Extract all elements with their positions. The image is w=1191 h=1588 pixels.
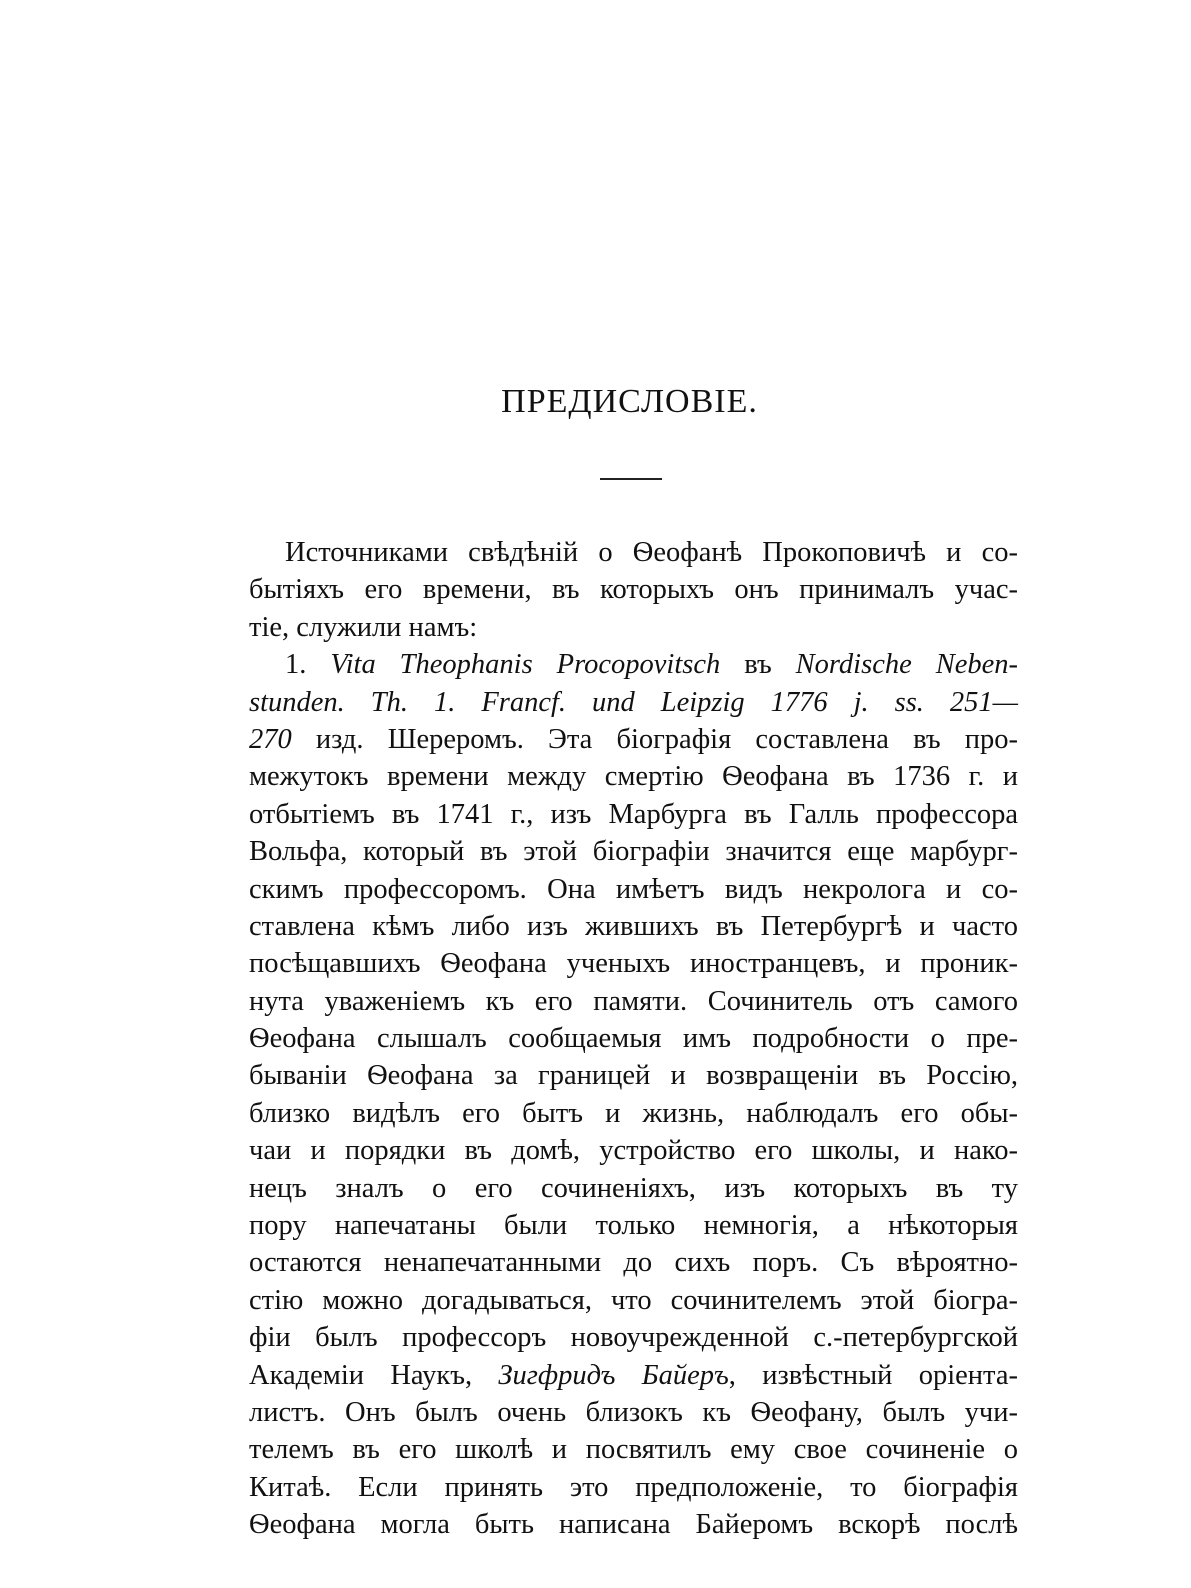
text-line: чаи и порядки въ домѣ, устройство его школы, и нако- (249, 1135, 1018, 1167)
text-line: стію можно догадываться, что сочинителемъ этой біогра- (249, 1284, 1018, 1316)
text-line: ставлена кѣмъ либо изъ жившихъ въ Петербургѣ и часто (249, 910, 1018, 942)
text-line: листъ. Онъ былъ очень близокъ къ Ѳеофану, былъ учи- (249, 1396, 1018, 1428)
text-line: телемъ въ его школѣ и посвятилъ ему свое сочиненіе о (249, 1434, 1018, 1466)
text-line (249, 646, 1018, 683)
text-line: межутокъ времени между смертію Ѳеофана въ 1736 г. и (249, 761, 1018, 793)
text-line: остаются ненапечатанными до сихъ поръ. Съ вѣроятно- (249, 1247, 1018, 1279)
italic-text: 270 (249, 723, 292, 755)
title-divider (600, 478, 662, 480)
text-line (249, 684, 1018, 721)
text-run: , извѣстный оріента- (728, 1359, 1018, 1391)
text-line: Ѳеофана слышалъ сообщаемыя имъ подробности о пре- (249, 1023, 1018, 1055)
text-run: Академіи Наукъ, (249, 1359, 499, 1391)
text-line: нута уваженіемъ къ его памяти. Сочинитель отъ самого (249, 985, 1018, 1017)
text-run: 1. (285, 649, 331, 681)
text-line: бываніи Ѳеофана за границей и возвращеніи въ Россію, (249, 1060, 1018, 1092)
text-line: Вольфа, который въ этой біографіи значится еще марбург- (249, 836, 1018, 868)
italic-text: Зигфридъ Байеръ (498, 1359, 729, 1391)
text-line: бытіяхъ его времени, въ которыхъ онъ принималъ учас- (249, 574, 1018, 606)
text-line: Китаѣ. Если принять это предположеніе, то біографія (249, 1471, 1018, 1503)
text-line: близко видѣлъ его бытъ и жизнь, наблюдалъ его обы- (249, 1097, 1018, 1129)
text-line: нецъ зналъ о его сочиненіяхъ, изъ которыхъ въ ту (249, 1172, 1018, 1204)
italic-text: Vita Theophanis Procopovitsch (330, 649, 721, 681)
text-line (249, 1357, 1018, 1394)
italic-text: Nordische Neben- (795, 649, 1019, 681)
text-run: изд. Шереромъ. Эта біографія составлена въ про- (291, 723, 1018, 755)
text-line: Источниками свѣдѣній о Ѳеофанѣ Прокоповичѣ и со- (285, 537, 1018, 568)
text-line: тіе, служили намъ: (249, 611, 478, 643)
body-text (249, 534, 1018, 1544)
text-run: въ (720, 649, 796, 681)
italic-text: stunden. Th. 1. Francf. und Leipzig 1776 j. ss. 251— (249, 686, 1018, 718)
text-line: пору напечатаны были только немногія, а нѣкоторыя (249, 1210, 1018, 1242)
text-line (249, 721, 1018, 758)
text-line: отбытіемъ въ 1741 г., изъ Марбурга въ Галль профессора (249, 798, 1018, 830)
page-title: ПРЕДИСЛОВІЕ. (501, 383, 758, 420)
text-line: фіи былъ профессоръ новоучрежденной с.-петербургской (249, 1322, 1018, 1354)
text-line: Ѳеофана могла быть написана Байеромъ вскорѣ послѣ (249, 1509, 1018, 1541)
text-line: скимъ профессоромъ. Она имѣетъ видъ некролога и со- (249, 873, 1018, 905)
text-line: посѣщавшихъ Ѳеофана ученыхъ иностранцевъ, и проник- (249, 948, 1018, 980)
